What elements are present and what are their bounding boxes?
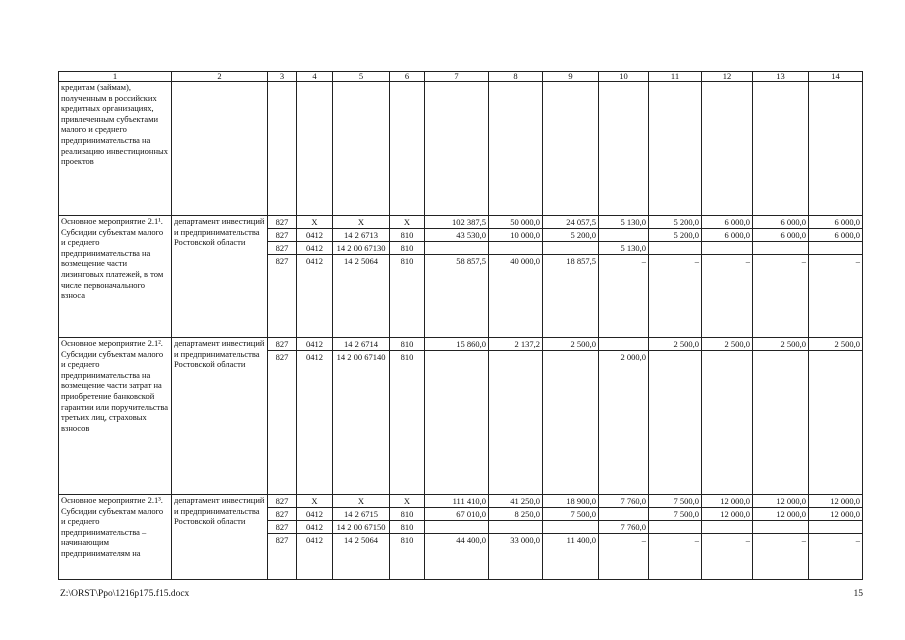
- cell-value: 0412: [306, 535, 323, 545]
- cell-value: 12 000,0: [809, 495, 862, 508]
- value-cell: [543, 495, 599, 580]
- cell-value: 810: [390, 521, 424, 534]
- value-cell: [543, 216, 599, 338]
- responsible-executor: департамент инвестиций и предпринимательства Ростовской области: [172, 216, 268, 338]
- value-cell: [702, 216, 753, 338]
- cell-value: 827: [268, 216, 296, 229]
- value-cell: [753, 338, 809, 495]
- continuation-row: [59, 82, 863, 216]
- value-cell: [333, 216, 390, 338]
- measure-description: кредитам (займам), полученным в российских кредитных организациях, привлеченным субъектами малого и среднего предпринимательства на реализацию инвестиционных проектов: [59, 82, 172, 216]
- col-header: 4: [297, 72, 333, 82]
- value-cell: [649, 216, 702, 338]
- cell-value: 2 500,0: [753, 338, 808, 351]
- measure-description: Основное мероприятие 2.1². Субсидии субъектам малого и среднего предпринимательства на возмещение части затрат на приобретение банковской гарантии или поручительства третьих лиц, страховых взносов: [59, 338, 172, 495]
- cell-value: [811, 351, 860, 363]
- header-row: [59, 72, 863, 82]
- cell-value: [649, 242, 701, 255]
- cell-value: 5 200,0: [649, 216, 701, 229]
- cell-value: [753, 521, 808, 534]
- col-header: 1: [59, 72, 172, 82]
- cell-value: 14 2 00 67150: [333, 521, 389, 534]
- value-cell: [297, 216, 333, 338]
- cell-value: 14 2 6713: [333, 229, 389, 242]
- value-cell: [425, 495, 489, 580]
- cell-value: [704, 351, 750, 363]
- budget-table: [58, 71, 863, 580]
- value-cell: [753, 216, 809, 338]
- cell-value: 58 857,5: [456, 256, 486, 266]
- cell-value: 7 760,0: [599, 521, 648, 534]
- table-row: [59, 216, 863, 338]
- cell-value: [599, 508, 648, 521]
- value-cell: [489, 495, 543, 580]
- value-cell: [333, 338, 390, 495]
- cell-value: 827: [268, 338, 296, 351]
- cell-value: 6 000,0: [702, 229, 752, 242]
- cell-value: X: [297, 495, 332, 508]
- value-cell: [425, 216, 489, 338]
- cell-value: 12 000,0: [753, 495, 808, 508]
- cell-value: [649, 521, 701, 534]
- cell-value: 6 000,0: [702, 216, 752, 229]
- cell-value: 2 000,0: [620, 352, 646, 362]
- value-cell: [268, 338, 297, 495]
- cell-value: –: [641, 535, 646, 545]
- cell-value: 0412: [297, 229, 332, 242]
- cell-value: 2 500,0: [649, 338, 701, 351]
- cell-value: 2 500,0: [543, 338, 598, 351]
- cell-value: 6 000,0: [753, 216, 808, 229]
- value-cell: [702, 495, 753, 580]
- cell-value: [809, 521, 862, 534]
- value-cell: [809, 216, 863, 338]
- col-header: 9: [543, 72, 599, 82]
- cell-value: 12 000,0: [809, 508, 862, 521]
- cell-value: X: [333, 216, 389, 229]
- value-cell: [599, 338, 649, 495]
- col-header: 8: [489, 72, 543, 82]
- cell-value: [599, 229, 648, 242]
- cell-value: 8 250,0: [489, 508, 542, 521]
- value-cell: [543, 338, 599, 495]
- cell-value: 827: [268, 242, 296, 255]
- value-cell: [489, 216, 543, 338]
- cell-value: 14 2 6715: [333, 508, 389, 521]
- col-header: 13: [753, 72, 809, 82]
- cell-value: 12 000,0: [702, 508, 752, 521]
- cell-value: 827: [268, 495, 296, 508]
- cell-value: [545, 351, 596, 363]
- cell-value: [543, 521, 598, 534]
- cell-value: 14 2 6714: [333, 338, 389, 351]
- table-row: [59, 495, 863, 580]
- cell-value: –: [641, 256, 646, 266]
- cell-value: 14 2 00 67140: [336, 352, 386, 362]
- value-cell: [753, 495, 809, 580]
- cell-value: –: [855, 535, 860, 545]
- cell-value: X: [390, 495, 424, 508]
- cell-value: X: [390, 216, 424, 229]
- cell-value: –: [801, 535, 806, 545]
- cell-value: 827: [275, 256, 289, 266]
- cell-value: 810: [400, 535, 414, 545]
- cell-value: 2 137,2: [489, 338, 542, 351]
- cell-value: 18 900,0: [543, 495, 598, 508]
- cell-value: 810: [390, 242, 424, 255]
- cell-value: 2 500,0: [809, 338, 862, 351]
- cell-value: 5 200,0: [649, 229, 701, 242]
- cell-value: [599, 338, 648, 351]
- cell-value: –: [801, 256, 806, 266]
- value-cell: [649, 338, 702, 495]
- cell-value: 810: [390, 229, 424, 242]
- col-header: 11: [649, 72, 702, 82]
- cell-value: 827: [268, 229, 296, 242]
- cell-value: 0412: [297, 508, 332, 521]
- cell-value: –: [855, 256, 860, 266]
- cell-value: 111 410,0: [425, 495, 488, 508]
- cell-value: 44 400,0: [456, 535, 486, 545]
- cell-value: [427, 351, 486, 363]
- measure-description: Основное мероприятие 2.1³. Субсидии субъектам малого и среднего предпринимательства – начинающим предпринимателям на: [59, 495, 172, 580]
- cell-value: [651, 351, 699, 363]
- value-cell: [599, 216, 649, 338]
- value-cell: [390, 338, 425, 495]
- col-header: 3: [268, 72, 297, 82]
- cell-value: 14 2 5064: [344, 256, 378, 266]
- cell-value: 827: [275, 352, 289, 362]
- cell-value: 14 2 5064: [344, 535, 378, 545]
- cell-value: 102 387,5: [425, 216, 488, 229]
- cell-value: 10 000,0: [489, 229, 542, 242]
- cell-value: 24 057,5: [543, 216, 598, 229]
- cell-value: –: [694, 535, 699, 545]
- value-cell: [702, 338, 753, 495]
- cell-value: –: [745, 535, 750, 545]
- cell-value: 827: [268, 521, 296, 534]
- cell-value: [753, 242, 808, 255]
- measure-description: Основное мероприятие 2.1¹. Субсидии субъектам малого и среднего предпринимательства на возмещение части лизинговых платежей, в том числе первоначального взноса: [59, 216, 172, 338]
- cell-value: 7 500,0: [543, 508, 598, 521]
- cell-value: X: [333, 495, 389, 508]
- cell-value: –: [694, 256, 699, 266]
- col-header: 6: [390, 72, 425, 82]
- cell-value: 810: [390, 338, 424, 351]
- value-cell: [297, 495, 333, 580]
- cell-value: 15 860,0: [425, 338, 488, 351]
- cell-value: 12 000,0: [702, 495, 752, 508]
- cell-value: 810: [400, 352, 414, 362]
- col-header: 12: [702, 72, 753, 82]
- cell-value: [425, 521, 488, 534]
- cell-value: 5 130,0: [599, 242, 648, 255]
- cell-value: –: [745, 256, 750, 266]
- cell-value: 67 010,0: [425, 508, 488, 521]
- value-cell: [268, 216, 297, 338]
- cell-value: 0412: [306, 352, 323, 362]
- cell-value: 0412: [297, 242, 332, 255]
- cell-value: [489, 242, 542, 255]
- cell-value: [489, 521, 542, 534]
- table-row: [59, 338, 863, 495]
- cell-value: 14 2 00 67130: [333, 242, 389, 255]
- value-cell: [390, 216, 425, 338]
- responsible-executor: департамент инвестиций и предпринимательства Ростовской области: [172, 338, 268, 495]
- value-cell: [297, 338, 333, 495]
- cell-value: 40 000,0: [510, 256, 540, 266]
- value-cell: [599, 495, 649, 580]
- value-cell: [333, 495, 390, 580]
- cell-value: 0412: [306, 256, 323, 266]
- cell-value: 50 000,0: [489, 216, 542, 229]
- cell-value: [702, 242, 752, 255]
- cell-value: 6 000,0: [809, 216, 862, 229]
- cell-value: 5 200,0: [543, 229, 598, 242]
- cell-value: 7 500,0: [649, 495, 701, 508]
- cell-value: 6 000,0: [753, 229, 808, 242]
- value-cell: [809, 338, 863, 495]
- col-header: 7: [425, 72, 489, 82]
- cell-value: 43 530,0: [425, 229, 488, 242]
- page-number: 15: [853, 589, 863, 599]
- cell-value: [543, 242, 598, 255]
- cell-value: 827: [275, 535, 289, 545]
- value-cell: [489, 338, 543, 495]
- cell-value: 7 760,0: [599, 495, 648, 508]
- cell-value: 810: [400, 256, 414, 266]
- value-cell: [809, 495, 863, 580]
- cell-value: [755, 351, 806, 363]
- cell-value: 33 000,0: [510, 535, 540, 545]
- file-path: Z:\ORST\Ppo\1216p175.f15.docx: [60, 589, 190, 599]
- col-header: 5: [333, 72, 390, 82]
- cell-value: 827: [268, 508, 296, 521]
- cell-value: 2 500,0: [702, 338, 752, 351]
- responsible-executor: департамент инвестиций и предпринимательства Ростовской области: [172, 495, 268, 580]
- cell-value: 0412: [297, 338, 332, 351]
- value-cell: [649, 495, 702, 580]
- cell-value: [491, 351, 540, 363]
- cell-value: 6 000,0: [809, 229, 862, 242]
- value-cell: [390, 495, 425, 580]
- cell-value: X: [297, 216, 332, 229]
- col-header: 10: [599, 72, 649, 82]
- cell-value: 0412: [297, 521, 332, 534]
- cell-value: 810: [390, 508, 424, 521]
- cell-value: [702, 521, 752, 534]
- cell-value: [809, 242, 862, 255]
- cell-value: [425, 242, 488, 255]
- col-header: 2: [172, 72, 268, 82]
- cell-value: 11 400,0: [566, 535, 596, 545]
- value-cell: [268, 495, 297, 580]
- cell-value: 7 500,0: [649, 508, 701, 521]
- cell-value: 18 857,5: [566, 256, 596, 266]
- cell-value: 41 250,0: [489, 495, 542, 508]
- value-cell: [425, 338, 489, 495]
- cell-value: 5 130,0: [599, 216, 648, 229]
- col-header: 14: [809, 72, 863, 82]
- cell-value: 12 000,0: [753, 508, 808, 521]
